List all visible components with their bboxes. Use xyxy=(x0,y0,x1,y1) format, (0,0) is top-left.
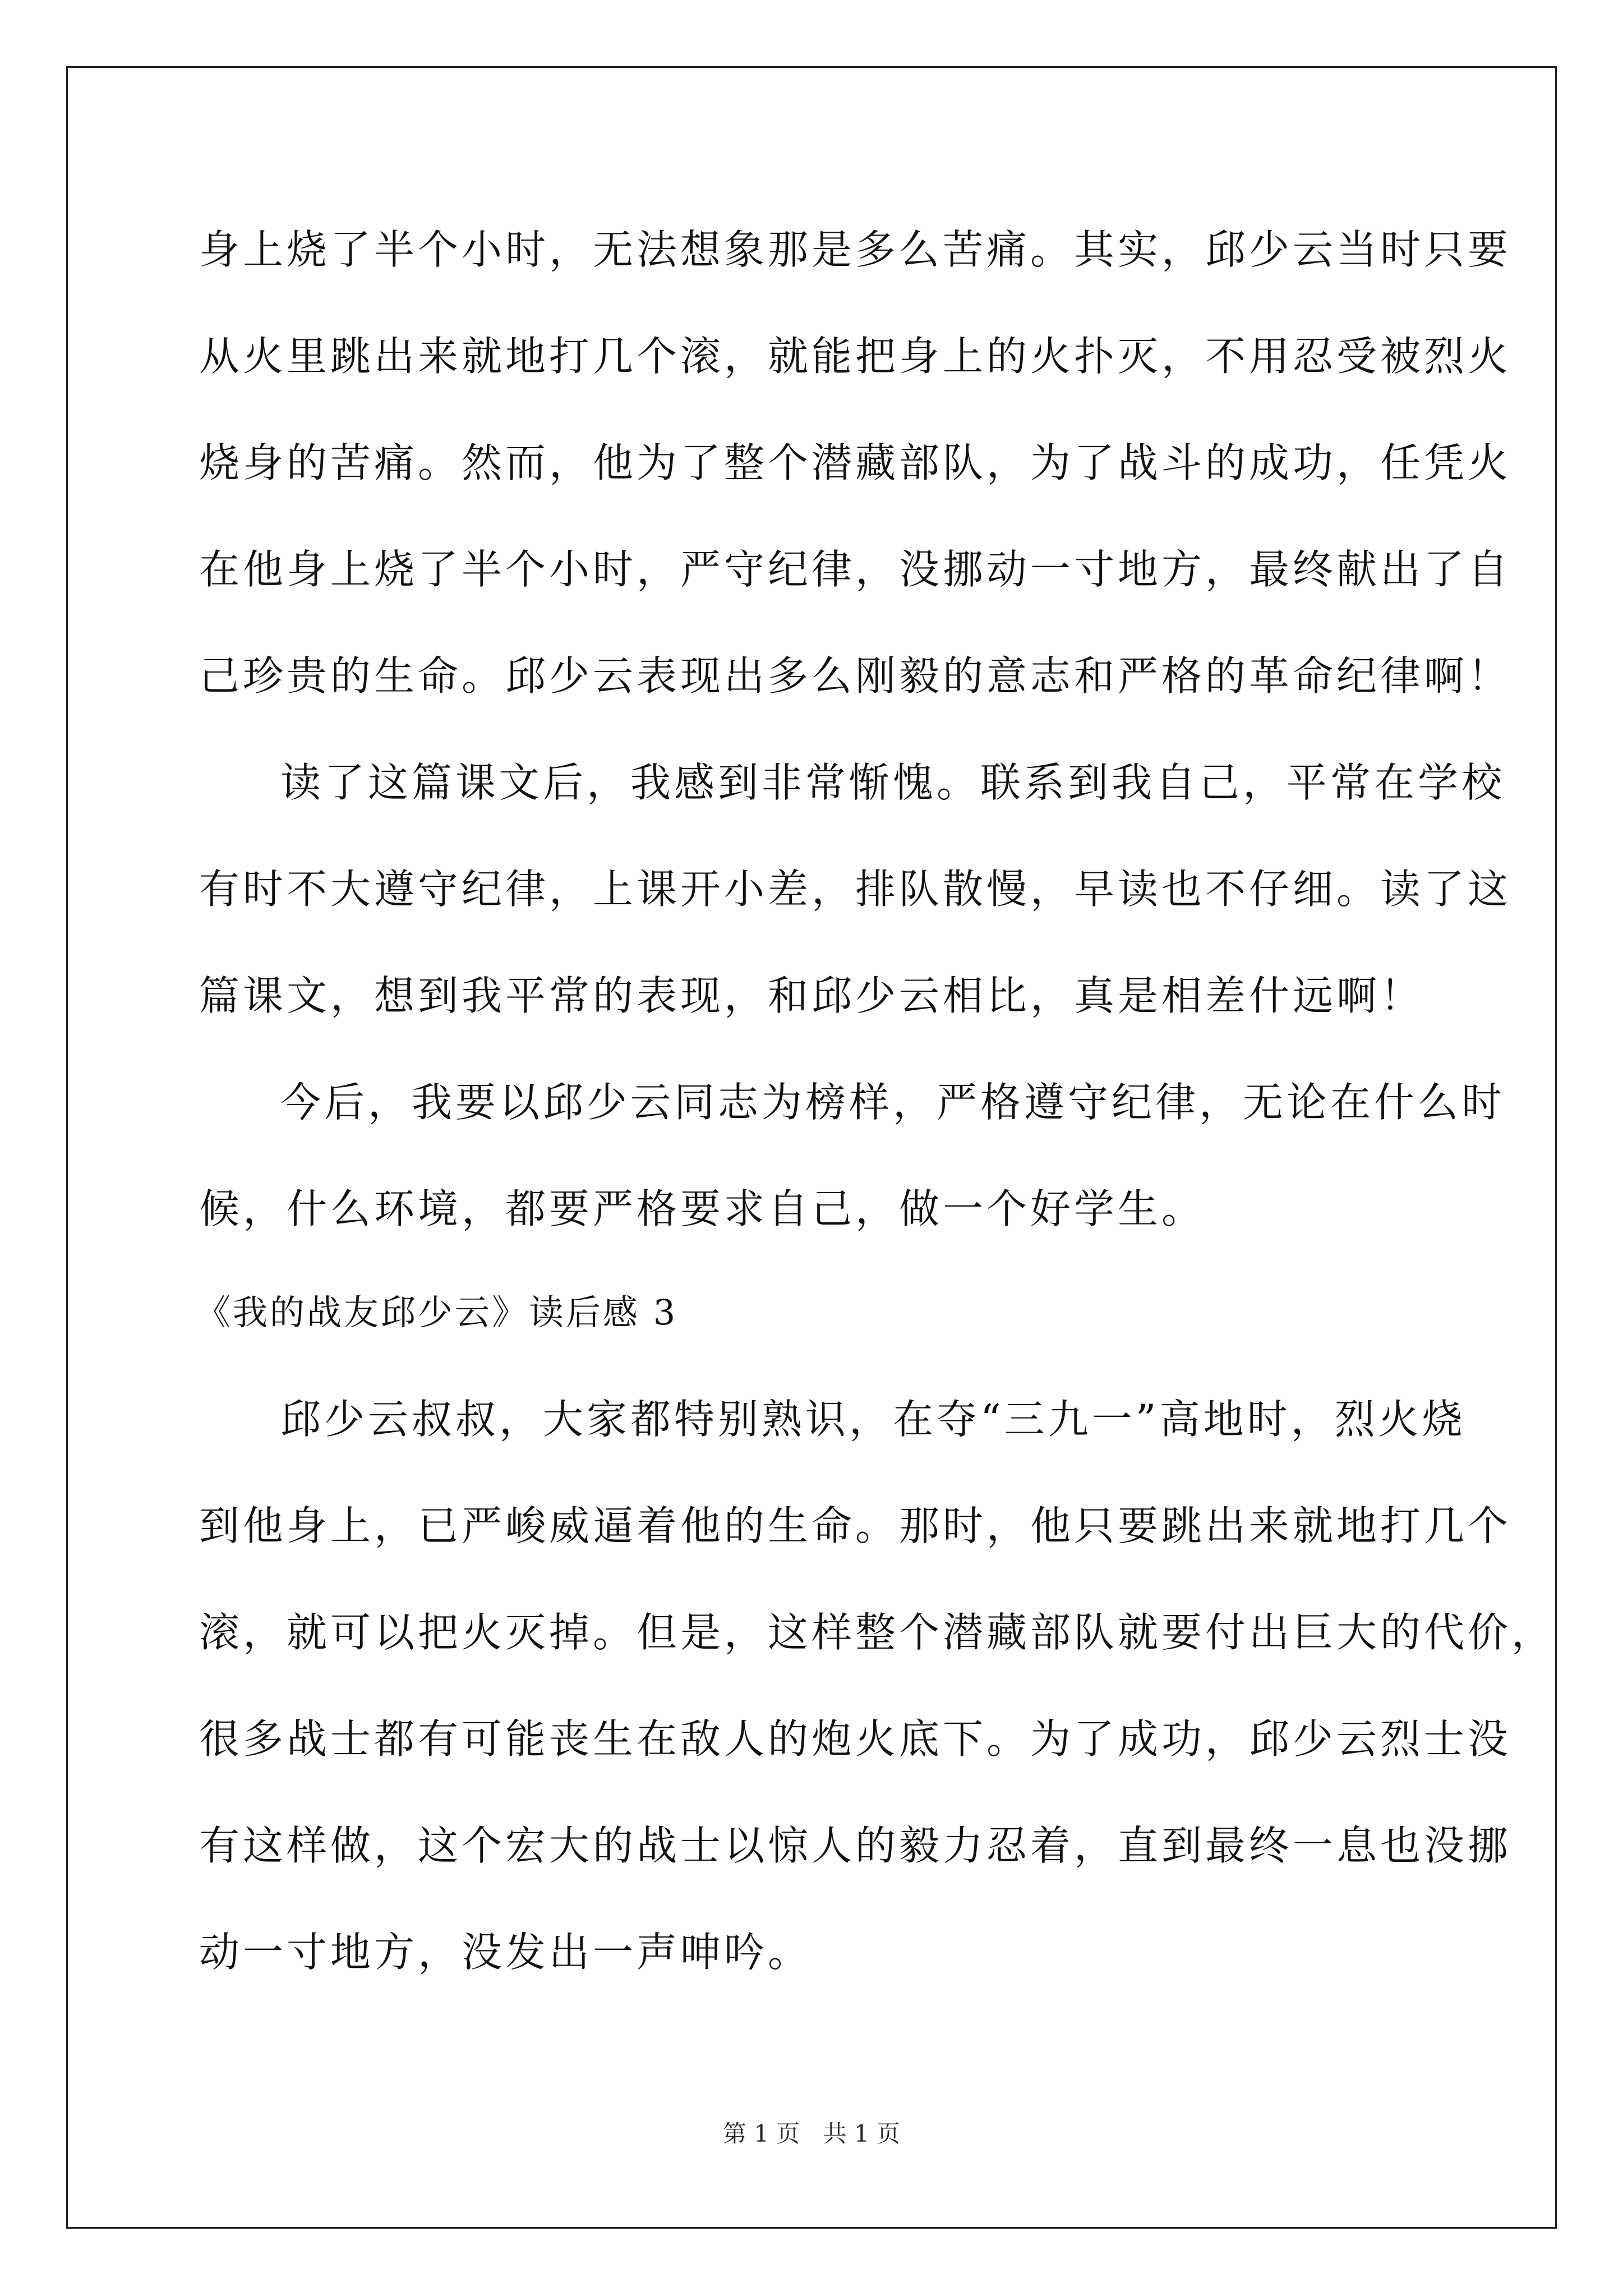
paragraph-line: 读了这篇课文后，我感到非常惭愧。联系到我自己，平常在学校 xyxy=(280,759,1506,806)
paragraph-line: 到他身上，已严峻威逼着他的生命。那时，他只要跳出来就地打几个 xyxy=(199,1502,1512,1549)
paragraph-line: 滚，就可以把火灭掉。但是，这样整个潜藏部队就要付出巨大的代价， xyxy=(199,1609,1556,1656)
paragraph-line: 很多战士都有可能丧生在敌人的炮火底下。为了成功，邱少云烈士没 xyxy=(199,1715,1512,1763)
paragraph-line: 邱少云叔叔，大家都特别熟识，在夺“三九一”高地时，烈火烧 xyxy=(280,1396,1466,1443)
paragraph-line: 烧身的苦痛。然而，他为了整个潜藏部队，为了战斗的成功，任凭火 xyxy=(199,439,1512,486)
paragraph-line: 身上烧了半个小时，无法想象那是多么苦痛。其实，邱少云当时只要 xyxy=(199,226,1512,273)
section-heading: 《我的战友邱少云》读后感 3 xyxy=(196,1292,678,1333)
paragraph-line: 在他身上烧了半个小时，严守纪律，没挪动一寸地方，最终献出了自 xyxy=(199,546,1512,593)
page-footer xyxy=(0,2117,1623,2151)
paragraph-line: 动一寸地方，没发出一声呻吟。 xyxy=(199,1929,812,1976)
paragraph-line: 有时不大遵守纪律，上课开小差，排队散慢，早读也不仔细。读了这 xyxy=(199,866,1512,913)
paragraph-line: 己珍贵的生命。邱少云表现出多么刚毅的意志和严格的革命纪律啊！ xyxy=(199,652,1512,700)
page-border xyxy=(66,66,1557,2229)
page-number: 第 1 页 xyxy=(722,2120,800,2147)
paragraph-line: 从火里跳出来就地打几个滚，就能把身上的火扑灭，不用忍受被烈火 xyxy=(199,333,1512,380)
page-total: 共 1 页 xyxy=(823,2120,901,2147)
paragraph-line: 有这样做，这个宏大的战士以惊人的毅力忍着，直到最终一息也没挪 xyxy=(199,1822,1512,1869)
paragraph-line: 今后，我要以邱少云同志为榜样，严格遵守纪律，无论在什么时 xyxy=(280,1079,1506,1126)
paragraph-line: 篇课文，想到我平常的表现，和邱少云相比，真是相差什远啊！ xyxy=(199,972,1424,1019)
paragraph-line: 候，什么环境，都要严格要求自己，做一个好学生。 xyxy=(199,1185,1206,1232)
